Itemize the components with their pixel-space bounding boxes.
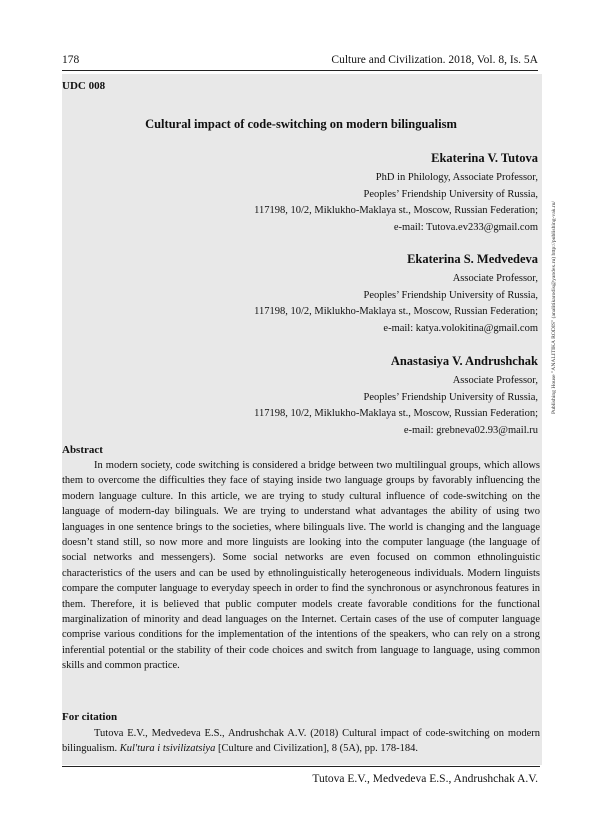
- author-affiliation: [254, 170, 538, 236]
- publisher-side-note: [546, 84, 556, 414]
- author-name: Ekaterina V. Tutova: [431, 151, 538, 165]
- journal-name: Culture and Civilization. 2018, Vol. 8, Is. 5A: [331, 54, 538, 66]
- affiliation-line: Associate Professor,: [452, 273, 538, 284]
- author-name: Anastasiya V. Andrushchak: [390, 354, 538, 368]
- citation-text-after: [Culture and Civilization], 8 (5A), pp. 178-184.: [217, 743, 419, 755]
- affiliation-line: Peoples’ Friendship University of Russia,: [363, 289, 538, 301]
- article-title: Cultural impact of code-switching on modern bilingualism: [145, 117, 457, 131]
- abstract-text: In modern society, code switching is considered a bridge between two multilingual groups, which allows them to overcome the difficulties they face of staying inside two language groups by favorably influencing the modern language culture. In this article, we are trying to study cultural influence of code-switching on the language of modern-day bilinguals. We are trying to understand what advantages the ability of using two languages in one sentence brings to the societies, where bilinguals live. The world is changing and the language doesn’t stand still, so now more and more linguists are looking into the computer language (the language of social networks and messengers). Some social networks are even focused on common ethnolinguistic characteristics of the users and can be used by ethnolinguistically heterogeneous individuals. Modern linguists compare the computer language to everyday speech in order to find the synchronous or asynchronous features in them. Therefore, it is believed that public computer models create favorable conditions for the functional marginalization of minority and dead languages on the Internet. Certain cases of the use of computer language comprise various conditions for the implementation of the intentions of the speakers, who can rely on a strong inferential potential or the stability of their code choices and switch from language to language, using common skills and common practice.: [62, 460, 540, 672]
- author-name: Ekaterina S. Medvedeva: [407, 252, 538, 266]
- author-affiliation: [254, 373, 538, 439]
- author-email: e-mail: katya.volokitina@gmail.com: [383, 322, 538, 334]
- affiliation-line: PhD in Philology, Associate Professor,: [375, 172, 538, 183]
- affiliation-line: Associate Professor,: [452, 375, 538, 386]
- running-header: [62, 54, 538, 71]
- citation-text-before: Tutova E.V., Medvedeva E.S., Andrushchak A.V. (2018) Cultural impact of code-switching on modern bilingualism.: [62, 728, 540, 755]
- affiliation-line: Peoples’ Friendship University of Russia,: [363, 391, 538, 403]
- affiliation-line: 117198, 10/2, Miklukho-Maklaya st., Moscow, Russian Federation;: [254, 306, 538, 317]
- author-affiliation: [254, 271, 538, 337]
- citation-journal: Kul'tura i tsivilizatsiya: [119, 743, 216, 755]
- affiliation-line: 117198, 10/2, Miklukho-Maklaya st., Moscow, Russian Federation;: [254, 408, 538, 419]
- abstract-heading: Abstract: [62, 444, 103, 456]
- citation-heading: For citation: [62, 711, 118, 723]
- author-email: e-mail: Tutova.ev233@gmail.com: [393, 221, 538, 233]
- udc-code: UDC 008: [62, 80, 106, 92]
- running-footer: Tutova E.V., Medvedeva E.S., Andrushchak A.V.: [312, 773, 538, 785]
- footer-rule: [62, 766, 540, 767]
- publisher-side-text: Publishing House "ANALITIKA RODIS" (analitikarodis@yandex.ru) http://publishing-vak.ru/: [551, 200, 557, 414]
- author-email: e-mail: grebneva02.93@mail.ru: [403, 424, 538, 436]
- affiliation-line: 117198, 10/2, Miklukho-Maklaya st., Moscow, Russian Federation;: [254, 205, 538, 216]
- citation-text: [62, 726, 540, 757]
- affiliation-line: Peoples’ Friendship University of Russia,: [363, 188, 538, 200]
- page-number: 178: [62, 54, 80, 66]
